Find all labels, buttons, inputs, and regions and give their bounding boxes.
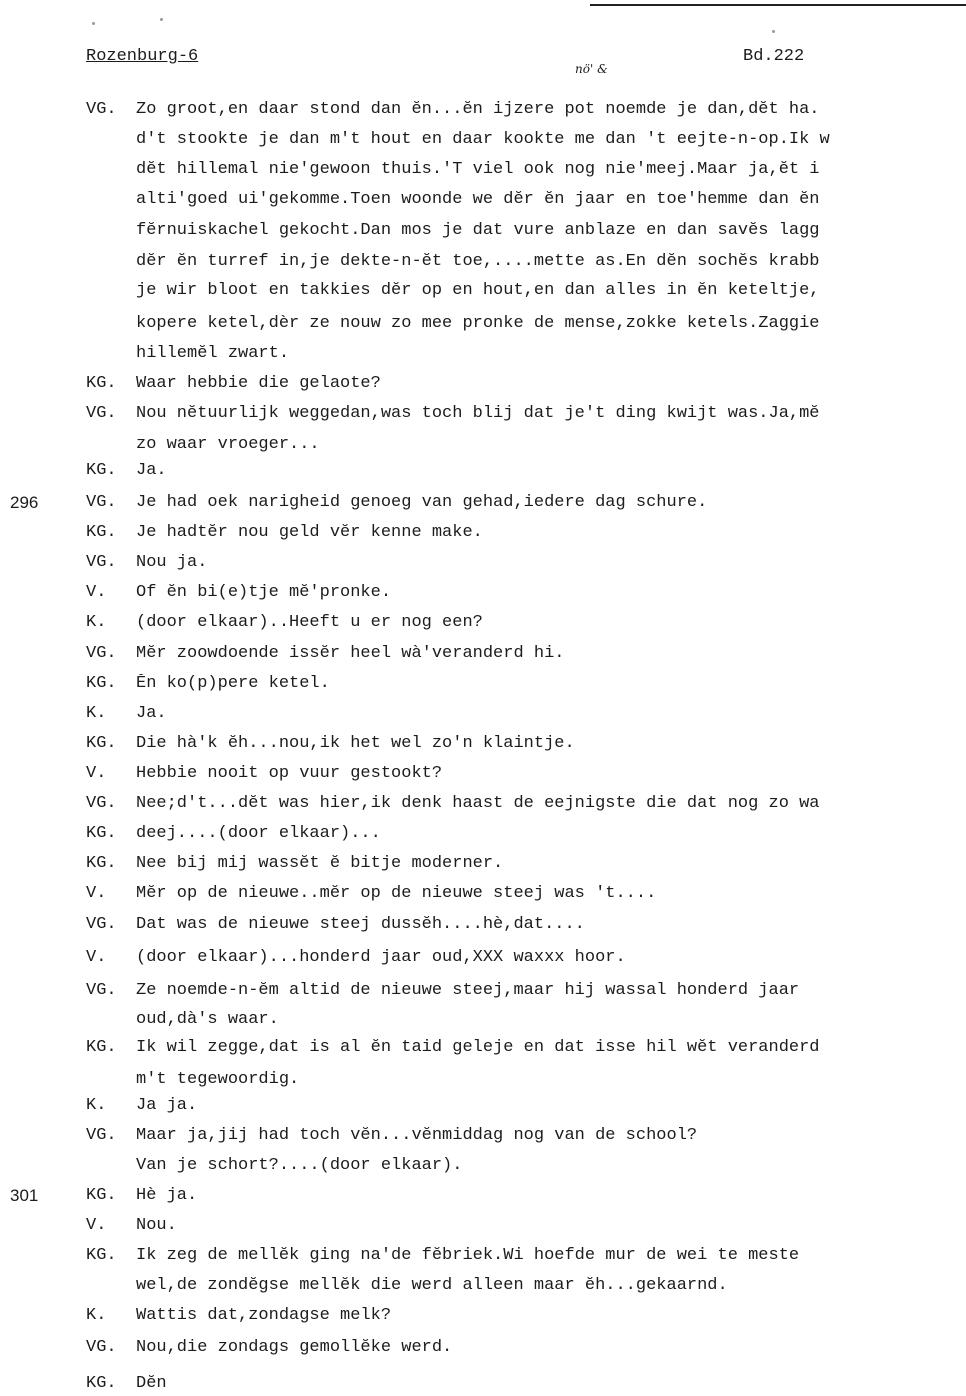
transcript-line — [0, 674, 966, 696]
transcript-line — [0, 948, 966, 970]
utterance-text: Nou ja. — [136, 553, 208, 572]
speaker-label: K. — [86, 704, 107, 723]
transcript-line — [0, 281, 966, 303]
utterance-text: Mĕr zoowdoende issĕr heel wà'veranderd hi. — [136, 644, 565, 663]
transcript-line — [0, 915, 966, 937]
transcript-line — [0, 854, 966, 876]
utterance-text: dĕr ĕn turref in,je dekte-n-ĕt toe,....mette as.En dĕn sochĕs krabb — [136, 252, 820, 271]
utterance-text: Of ĕn bi(e)tje mĕ'pronke. — [136, 583, 392, 602]
speaker-label: V. — [86, 948, 107, 967]
handwritten-note: nö' & — [575, 62, 608, 76]
transcript-line — [0, 221, 966, 243]
transcript-line — [0, 1276, 966, 1298]
speaker-label: VG. — [86, 1338, 117, 1357]
speaker-label: VG. — [86, 981, 117, 1000]
transcript-line — [0, 1306, 966, 1328]
transcript-line — [0, 734, 966, 756]
scan-speckle — [772, 30, 775, 33]
utterance-text: Nou,die zondags gemollĕke werd. — [136, 1338, 453, 1357]
transcript-line — [0, 1070, 966, 1092]
transcript-line — [0, 130, 966, 152]
speaker-label: VG. — [86, 100, 117, 119]
utterance-text: Ja. — [136, 704, 167, 723]
utterance-text: Nee bij mij wassĕt ĕ bitje moderner. — [136, 854, 504, 873]
utterance-text: dĕt hillemal nie'gewoon thuis.'T viel ook nog nie'meej.Maar ja,ĕt i — [136, 160, 820, 179]
speaker-label: V. — [86, 884, 107, 903]
utterance-text: d't stookte je dan m't hout en daar kookte me dan 't eejte-n-op.Ik w — [136, 130, 830, 149]
transcript-line — [0, 344, 966, 366]
transcript-line — [0, 704, 966, 726]
transcript-line — [0, 1038, 966, 1060]
transcript-line — [0, 493, 966, 515]
transcript-line — [0, 435, 966, 457]
speaker-label: KG. — [86, 1246, 117, 1265]
utterance-text: Hebbie nooit op vuur gestookt? — [136, 764, 443, 783]
utterance-text: kopere ketel,dèr ze nouw zo mee pronke de mense,zokke ketels.Zaggie — [136, 314, 820, 333]
transcript-line — [0, 764, 966, 786]
scan-speckle — [160, 18, 163, 21]
utterance-text: Van je schort?....(door elkaar). — [136, 1156, 463, 1175]
utterance-text: zo waar vroeger... — [136, 435, 320, 454]
utterance-text: Ja. — [136, 461, 167, 480]
utterance-text: (door elkaar)..Heeft u er nog een? — [136, 613, 483, 632]
utterance-text: Ik zeg de mellĕk ging na'de fĕbriek.Wi hoefde mur de wei te meste — [136, 1246, 800, 1265]
speaker-label: V. — [86, 583, 107, 602]
transcript-line — [0, 1246, 966, 1268]
transcript-line — [0, 461, 966, 483]
speaker-label: KG. — [86, 734, 117, 753]
utterance-text: Ze noemde-n-ĕm altid de nieuwe steej,maar hij wassal honderd jaar — [136, 981, 800, 1000]
utterance-text: (door elkaar)...honderd jaar oud,XXX waxxx hoor. — [136, 948, 626, 967]
speaker-label: K. — [86, 1096, 107, 1115]
transcript-line — [0, 613, 966, 635]
utterance-text: deej....(door elkaar)... — [136, 824, 381, 843]
speaker-label: VG. — [86, 493, 117, 512]
transcript-line — [0, 583, 966, 605]
speaker-label: VG. — [86, 553, 117, 572]
speaker-label: KG. — [86, 1374, 117, 1393]
transcript-line — [0, 160, 966, 182]
speaker-label: KG. — [86, 854, 117, 873]
speaker-label: VG. — [86, 404, 117, 423]
transcript-line — [0, 404, 966, 426]
utterance-text: Zo groot,en daar stond dan ĕn...ĕn ijzere pot noemde je dan,dĕt ha. — [136, 100, 820, 119]
utterance-text: Nou nĕtuurlijk weggedan,was toch blij dat je't ding kwijt was.Ja,mĕ — [136, 404, 820, 423]
transcript-line — [0, 1156, 966, 1178]
utterance-text: hillemĕl zwart. — [136, 344, 290, 363]
utterance-text: fĕrnuiskachel gekocht.Dan mos je dat vure anblaze en dan savĕs lagg — [136, 221, 820, 240]
speaker-label: KG. — [86, 1038, 117, 1057]
speaker-label: KG. — [86, 374, 117, 393]
line-number: 296 — [10, 493, 39, 512]
utterance-text: Ĕn ko(p)pere ketel. — [136, 674, 330, 693]
utterance-text: Nou. — [136, 1216, 177, 1235]
speaker-label: VG. — [86, 794, 117, 813]
top-rule — [590, 4, 966, 6]
transcript-line — [0, 252, 966, 274]
page-ref: Bd.222 — [743, 47, 805, 66]
utterance-text: m't tegewoordig. — [136, 1070, 300, 1089]
utterance-text: Je hadtĕr nou geld vĕr kenne make. — [136, 523, 483, 542]
speaker-label: K. — [86, 1306, 107, 1325]
transcript-line — [0, 1186, 966, 1208]
transcript-line — [0, 794, 966, 816]
transcript-line — [0, 100, 966, 122]
transcript-line — [0, 553, 966, 575]
utterance-text: Ik wil zegge,dat is al ĕn taid geleje en dat isse hil wĕt veranderd — [136, 1038, 820, 1057]
utterance-text: Maar ja,jij had toch vĕn...vĕnmiddag nog van de school? — [136, 1126, 698, 1145]
speaker-label: VG. — [86, 1126, 117, 1145]
utterance-text: Mĕr op de nieuwe..mĕr op de nieuwe steej was 't.... — [136, 884, 657, 903]
speaker-label: KG. — [86, 824, 117, 843]
speaker-label: KG. — [86, 461, 117, 480]
speaker-label: VG. — [86, 644, 117, 663]
speaker-label: VG. — [86, 915, 117, 934]
utterance-text: Wattis dat,zondagse melk? — [136, 1306, 392, 1325]
utterance-text: je wir bloot en takkies dĕr op en hout,en dan alles in ĕn keteltje, — [136, 281, 820, 300]
utterance-text: wel,de zondĕgse mellĕk die werd alleen maar ĕh...gekaarnd. — [136, 1276, 728, 1295]
transcript-line — [0, 1096, 966, 1118]
utterance-text: Die hà'k ĕh...nou,ik het wel zo'n klaintje. — [136, 734, 575, 753]
utterance-text: oud,dà's waar. — [136, 1010, 279, 1029]
utterance-text: Je had oek narigheid genoeg van gehad,iedere dag schure. — [136, 493, 708, 512]
scan-speckle — [92, 22, 95, 25]
transcript-line — [0, 824, 966, 846]
utterance-text: Hè ja. — [136, 1186, 198, 1205]
transcript-line — [0, 190, 966, 212]
utterance-text: Waar hebbie die gelaote? — [136, 374, 381, 393]
speaker-label: KG. — [86, 523, 117, 542]
transcript-line — [0, 644, 966, 666]
transcript-line — [0, 523, 966, 545]
transcript-line — [0, 314, 966, 336]
utterance-text: Dat was de nieuwe steej dussĕh....hè,dat.... — [136, 915, 585, 934]
transcript-line — [0, 884, 966, 906]
speaker-label: KG. — [86, 1186, 117, 1205]
speaker-label: KG. — [86, 674, 117, 693]
utterance-text: Nee;d't...dĕt was hier,ik denk haast de eejnigste die dat nog zo wa — [136, 794, 820, 813]
speaker-label: K. — [86, 613, 107, 632]
transcript-line — [0, 1010, 966, 1032]
line-number: 301 — [10, 1186, 39, 1205]
utterance-text: Ja ja. — [136, 1096, 198, 1115]
transcript-line — [0, 374, 966, 396]
speaker-label: V. — [86, 1216, 107, 1235]
utterance-text: Dĕn — [136, 1374, 167, 1393]
document-id: Rozenburg-6 — [86, 47, 199, 66]
transcript-line — [0, 1126, 966, 1148]
transcript-line — [0, 981, 966, 1003]
transcript-line — [0, 1338, 966, 1360]
utterance-text: alti'goed ui'gekomme.Toen woonde we dĕr ĕn jaar en toe'hemme dan ĕn — [136, 190, 820, 209]
transcript-line — [0, 1216, 966, 1238]
speaker-label: V. — [86, 764, 107, 783]
